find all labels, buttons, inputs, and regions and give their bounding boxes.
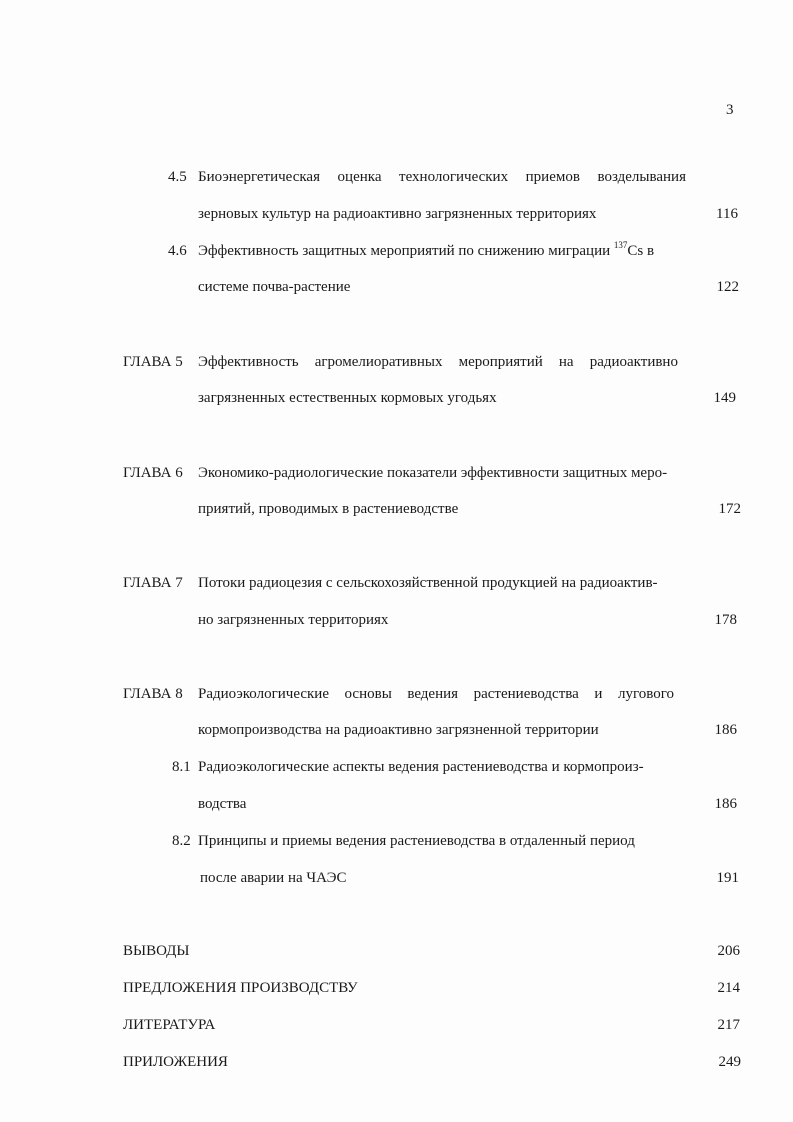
- toc-page: 122: [716, 279, 739, 295]
- toc-page: 217: [717, 1017, 740, 1033]
- toc-page: 214: [717, 980, 740, 996]
- toc-title: ЛИТЕРАТУРА: [123, 1017, 216, 1033]
- toc-page: 206: [717, 943, 740, 959]
- toc-title-line1: Потоки радиоцезия с сельскохозяйственной продукцией на радиоактив-: [198, 575, 658, 591]
- toc-title-line2: но загрязненных территориях: [198, 612, 389, 628]
- toc-title-line1: Биоэнергетическая оценка технологических приемов возделывания: [198, 169, 686, 185]
- toc-page: 191: [716, 870, 739, 886]
- toc-number: 8.1: [172, 759, 191, 775]
- toc-page: 149: [713, 390, 736, 406]
- page-number: 3: [726, 102, 734, 118]
- toc-title-line2: зерновых культур на радиоактивно загрязненных территориях: [198, 206, 597, 222]
- toc-title-line2: водства: [198, 796, 247, 812]
- toc-number: ГЛАВА 8: [123, 686, 183, 702]
- toc-title-line1: Радиоэкологические основы ведения растениеводства и лугового: [198, 686, 674, 702]
- toc-title-line1: Радиоэкологические аспекты ведения растениеводства и кормопроиз-: [198, 759, 644, 775]
- toc-title-line2: кормопроизводства на радиоактивно загрязненной территории: [198, 722, 599, 738]
- toc-number: ГЛАВА 5: [123, 354, 183, 370]
- toc-title-line1: Эффективность агромелиоративных мероприятий на радиоактивно: [198, 354, 678, 370]
- toc-number: 8.2: [172, 833, 191, 849]
- toc-title-line1: Принципы и приемы ведения растениеводства в отдаленный период: [198, 833, 635, 849]
- toc-page: 249: [718, 1054, 741, 1070]
- toc-title: ПРИЛОЖЕНИЯ: [123, 1054, 228, 1070]
- toc-title-line2: загрязненных естественных кормовых угодьях: [198, 390, 497, 406]
- toc-number: ГЛАВА 7: [123, 575, 183, 591]
- toc-number: ГЛАВА 6: [123, 465, 183, 481]
- toc-title: ВЫВОДЫ: [123, 943, 190, 959]
- toc-number: 4.5: [168, 169, 187, 185]
- toc-title-line1: Экономико-радиологические показатели эффективности защитных меро-: [198, 465, 668, 481]
- toc-title-line2: системе почва-растение: [198, 279, 351, 295]
- toc-number: 4.6: [168, 243, 187, 259]
- toc-page: 178: [714, 612, 737, 628]
- toc-title-line2: приятий, проводимых в растениеводстве: [198, 501, 459, 517]
- toc-page: 186: [714, 796, 737, 812]
- toc-page: 116: [716, 206, 738, 222]
- toc-title-line1: Эффективность защитных мероприятий по снижению миграции $^{137}$Cs в: [198, 240, 655, 259]
- toc-page: 186: [714, 722, 737, 738]
- toc-title: ПРЕДЛОЖЕНИЯ ПРОИЗВОДСТВУ: [123, 980, 358, 996]
- toc-title-line2: после аварии на ЧАЭС: [200, 870, 347, 886]
- toc-page: 172: [718, 501, 741, 517]
